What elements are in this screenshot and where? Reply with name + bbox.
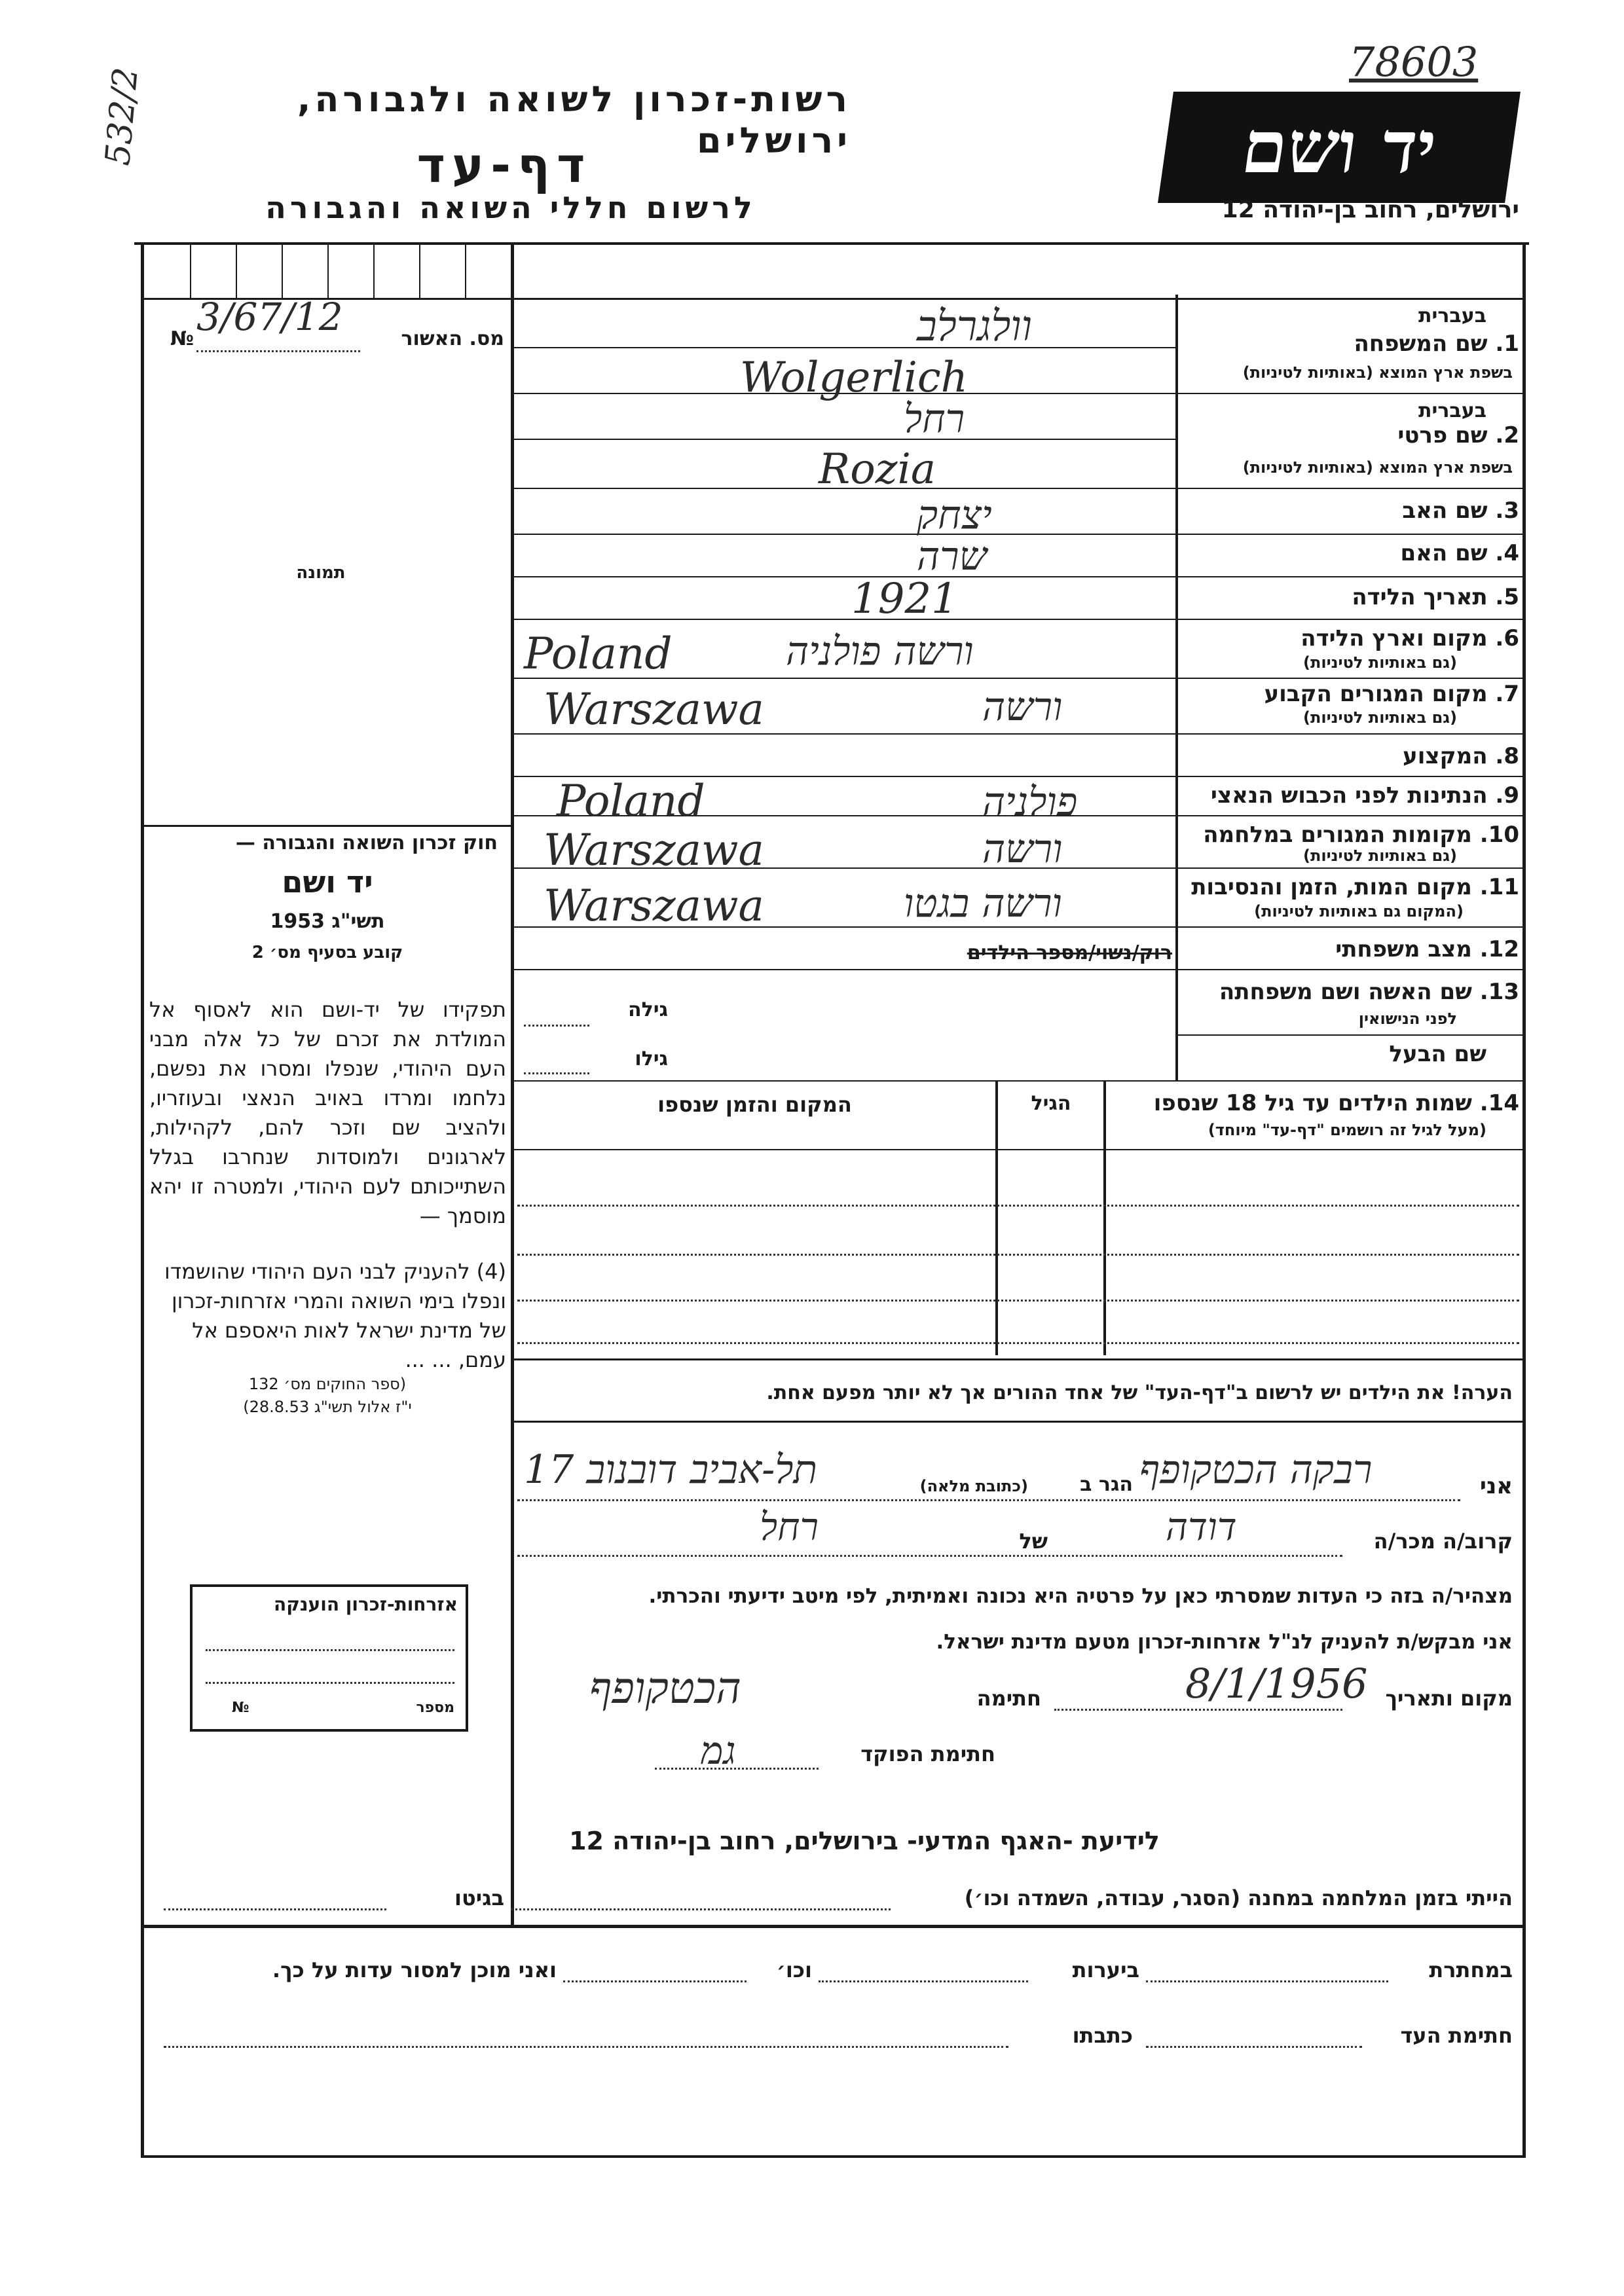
nationality-latin: Poland [557,776,705,826]
field-5-label-text: תאריך הלידה [1352,584,1488,610]
birth-place-latin: Poland [524,629,673,679]
note-bottom [514,1421,1522,1423]
husband-age-dots [524,1072,589,1074]
row-line-5 [514,619,1522,620]
field-1-sub-he: בעברית [1418,304,1486,327]
field-13-label [1185,979,1519,1005]
science-line2-b: ביערות [1072,1958,1139,1982]
witness-name: רבקה הכטקופף [1139,1447,1373,1493]
science-title: לידיעת -האגף המדעי- בירושלים, רחוב בן-יהודה 12 [569,1827,1160,1855]
decl-date-dots [1054,1709,1342,1711]
first-name-hebrew: רחל [904,396,965,442]
science-line3-a: חתימת העד [1400,2023,1513,2048]
birth-place-hebrew: ורשה פולניה [786,629,974,674]
field-2-sub-he: בעברית [1418,399,1486,422]
top-strip-line [141,298,1526,300]
decl-of-label: של [1019,1529,1048,1554]
form-title: דף-עד [416,137,592,194]
children-subtitle: (מעל לגיל זה רושמים "דף-עד" מיוחד) [1208,1121,1486,1139]
children-title-text: שמות הילדים עד גיל 18 שנספו [1153,1090,1472,1116]
decl-relative-label: קרוב/ה מכר/ה [1373,1529,1513,1554]
approval-no-sign: № [170,327,194,350]
father-name: יצחק [917,492,992,538]
husband-label: שם הבעל [1389,1041,1486,1067]
science-dots-2b [819,1980,1028,1982]
children-row-3 [517,1254,1519,1256]
field-12-label-text: מצב משפחתי [1335,936,1472,962]
photo-label: תמונה [296,563,346,583]
science-line1-b: בגיטו [454,1886,504,1910]
field-11-sub: (המקום גם באותיות לטיניות) [1254,902,1464,920]
decl-i-label: אני [1479,1473,1513,1499]
field-8-num: 8. [1495,743,1519,769]
field-9-num: 9. [1495,782,1519,809]
wartime-residence-latin: Warszawa [544,825,764,875]
science-line1-a: הייתי בזמן המלחמה במחנה (הסגר, עבודה, השמדה וכו׳) [964,1886,1513,1910]
law-date: י"ז אלול תשי"ג 28.8.53) [243,1398,412,1416]
place-header: המקום והזמן שנספו [657,1092,852,1117]
decl-place-date-label: מקום ותאריך [1385,1686,1513,1711]
death-place-latin: Warszawa [544,881,764,931]
side-file-number: 532/2 [98,65,146,168]
officer-signature-dots [655,1768,819,1770]
officer-signature-label: חתימת הפוקד [860,1741,995,1766]
field-8-label [1185,743,1519,769]
strip-div-2 [236,242,237,298]
citizenship-no-label: מספר [416,1700,454,1716]
law-title: חוק זכרון השואה והגבורה — [235,831,498,854]
decl-statement: מצהיר/ה בזה כי העדות שמסרתי כאן על פרטיה היא נכונה ואמיתית, לפי מיטב ידיעתי והכרתי. [648,1584,1513,1608]
row-line-13 [1175,1034,1522,1036]
children-div-1 [1103,1080,1106,1355]
field-6-label [1185,625,1519,651]
residence-hebrew: ורשה [982,684,1063,730]
law-year: תשי"ג 1953 [270,910,385,933]
logo-text: יד ושם [1236,105,1442,189]
death-place-hebrew: ורשה בגטו [904,881,1062,926]
authority-line: רשות-זכרון לשואה ולגבורה, ירושלים [297,79,851,161]
field-2-label-text: שם פרטי [1397,422,1488,448]
birth-date: 1921 [851,575,958,623]
citizenship-no-sign: № [232,1700,249,1716]
citizenship-dots-2 [206,1682,454,1684]
relation-value: דודה [1166,1504,1237,1549]
citizenship-dots-1 [206,1649,454,1651]
marital-options: רוק/נשוי/מספר הילדים [967,941,1172,964]
wartime-residence-hebrew: ורשה [982,826,1063,872]
field-6-sub: (גם באותיות לטיניות) [1303,653,1457,672]
husband-age-label: גילו [635,1048,668,1070]
field-5-label [1185,584,1519,610]
field-6-num: 6. [1495,625,1519,651]
children-row-5 [517,1342,1519,1344]
frame-left-line [141,242,144,2157]
field-1-num: 1. [1495,331,1519,357]
field-2-label [1185,422,1519,448]
field-3-label-text: שם האב [1402,498,1488,524]
address-line: ירושלים, רחוב בן-יהודה 12 [1221,196,1519,223]
science-dots-2a [1146,1980,1388,1982]
science-dots-1b [164,1908,386,1910]
field-12-label [1185,936,1519,962]
note-text: הערה! את הילדים יש לרשום ב"דף-העד" של אחד ההורים אך לא יותר מפעם אחת. [766,1381,1513,1404]
residence-latin: Warszawa [544,684,764,735]
science-dots-2c [563,1980,747,1982]
field-7-label [1185,681,1519,707]
field-10-num: 10. [1479,822,1519,848]
law-clause: קובע בסעיף מס׳ 2 [251,943,403,962]
decl-line-1 [517,1499,1460,1501]
strip-div-7 [465,242,466,298]
row-line-14 [514,1080,1522,1082]
field-11-num: 11. [1479,874,1519,900]
approval-dots [196,350,360,352]
strip-div-1 [190,242,191,298]
field-13-label-text: שם האשה ושם משפחתה [1219,979,1472,1005]
field-10-label-text: מקומות המגורים במלחמה [1203,822,1472,848]
children-num: 14. [1479,1090,1519,1116]
field-10-label [1185,822,1519,848]
field-9-label [1185,782,1519,809]
field-2-sub: בשפת ארץ המוצא (באותיות לטיניות) [1242,458,1513,477]
field-7-sub: (גם באותיות לטיניות) [1303,708,1457,727]
science-line2-c: וכו׳ [776,1958,812,1982]
field-2-num: 2. [1495,422,1519,448]
field-1-label [1185,331,1519,357]
strip-div-5 [373,242,375,298]
field-4-num: 4. [1495,540,1519,566]
yad-vashem-logo [1158,92,1521,203]
family-name-latin: Wolgerlich [740,354,968,402]
field-3-num: 3. [1495,498,1519,524]
science-dots-3b [164,2046,1008,2048]
strip-div-4 [327,242,329,298]
field-13-num: 13. [1479,979,1519,1005]
row-line-2b [514,488,1522,489]
officer-signature: גמ [701,1728,736,1773]
field-9-label-text: הנתינות לפני הכבוש הנאצי [1210,782,1488,809]
row-line-3 [514,534,1522,535]
decl-signature-label: חתימה [976,1686,1041,1711]
row-line-2 [514,439,1175,440]
science-line2-a: במחתרת [1429,1958,1513,1982]
children-bottom [514,1358,1522,1360]
children-title [1107,1090,1519,1116]
law-text: תפקידו של יד-ושם הוא לאסוף אל המולדת את זכרם של כל אלה מבני העם היהודי, שנפלו ומסרו את נפשם, נלחמו ומרדו באויב הנאצי ובעוזריו, ולהציב שם וזכר להם, לקהילות, לארגונים ולמוסדות שנחרבו בגלל השתייכותם לעם היהודי, ולמטרה זו יהא מוסמך — [149,997,506,1228]
science-dots-1a [511,1908,891,1910]
law-source: (ספר החוקים מס׳ 132 [248,1375,407,1393]
field-4-label-text: שם האם [1400,540,1488,566]
children-row-4 [517,1300,1519,1302]
decl-address-hint: (כתובת מלאה) [919,1477,1028,1495]
field-1-sub: בשפת ארץ המוצא (באותיות לטיניות) [1242,363,1513,382]
law-text-2: (4) להעניק לבני העם היהודי שהושמדו ונפלו בימי השואה והמרי אזרחות-זכרון של מדינת ישראל לאות היאספם אל עמם, ... ... [164,1259,506,1372]
children-row-1 [514,1149,1522,1150]
field-7-label-text: מקום המגורים הקבוע [1264,681,1488,707]
family-name-hebrew: וולגרלב [917,302,1033,351]
decl-date: 8/1/1956 [1185,1660,1368,1707]
witness-signature: הכטקופף [589,1663,741,1713]
children-div-2 [995,1080,998,1355]
frame-right-line [1522,242,1526,2157]
left-column-divider [511,242,514,1925]
frame-bottom-line [141,2155,1526,2158]
photo-box-bottom [141,825,511,827]
wife-age-dots [524,1025,589,1027]
row-line-1 [514,347,1175,348]
field-6-label-text: מקום וארץ הלידה [1301,625,1488,651]
field-11-label-text: מקום המות, הזמן והנסיבות [1191,874,1472,900]
frame-top-line [134,242,1529,245]
law-name: יד ושם [282,864,373,900]
field-7-num: 7. [1495,681,1519,707]
decl-line-2 [517,1555,1342,1557]
strip-div-6 [419,242,420,298]
row-line-12 [514,969,1522,970]
field-11-label [1185,874,1519,900]
field-12-num: 12. [1479,936,1519,962]
form-subtitle: לרשום חללי השואה והגבורה [265,190,756,225]
wife-age-label: גילה [628,998,668,1021]
row-line-4 [514,576,1522,577]
field-10-sub: (גם באותיות לטיניות) [1303,847,1457,865]
field-13-sub: לפני הנישואין [1358,1010,1457,1028]
field-1-label-text: שם המשפחה [1354,331,1488,357]
archive-number: 78603 [1349,38,1479,86]
citizenship-title: אזרחות-זכרון הוענקה [274,1594,458,1615]
first-name-latin: Rozia [819,445,936,494]
age-header: הגיל [1031,1092,1071,1115]
row-line-1b [514,393,1522,394]
field-4-label [1185,540,1519,566]
decl-resides-label: הגר ב [1080,1473,1133,1496]
nationality-hebrew: פולניה [982,779,1078,825]
witness-address: תל-אביב דובנוב 17 [524,1447,818,1493]
of-value: רחל [760,1504,819,1549]
science-dots-3a [1146,2046,1362,2048]
mother-name: שרה [917,534,987,579]
approval-label: מס. האשור [401,327,504,350]
science-line3-b: כתבתו [1072,2023,1133,2048]
children-row-2 [517,1205,1519,1207]
science-top-line [141,1925,1526,1928]
field-3-label [1185,498,1519,524]
science-line2-d: ואני מוכן למסור עדות על כך. [272,1958,557,1982]
decl-request: אני מבקש/ת להעניק לנ"ל אזרחות-זכרון מטעם מדינת ישראל. [936,1630,1513,1654]
strip-div-3 [282,242,283,298]
field-8-label-text: המקצוע [1403,743,1488,769]
labels-column-divider [1175,295,1178,1080]
field-5-num: 5. [1495,584,1519,610]
citizenship-box [190,1584,468,1732]
approval-number: 3/67/12 [196,295,343,339]
